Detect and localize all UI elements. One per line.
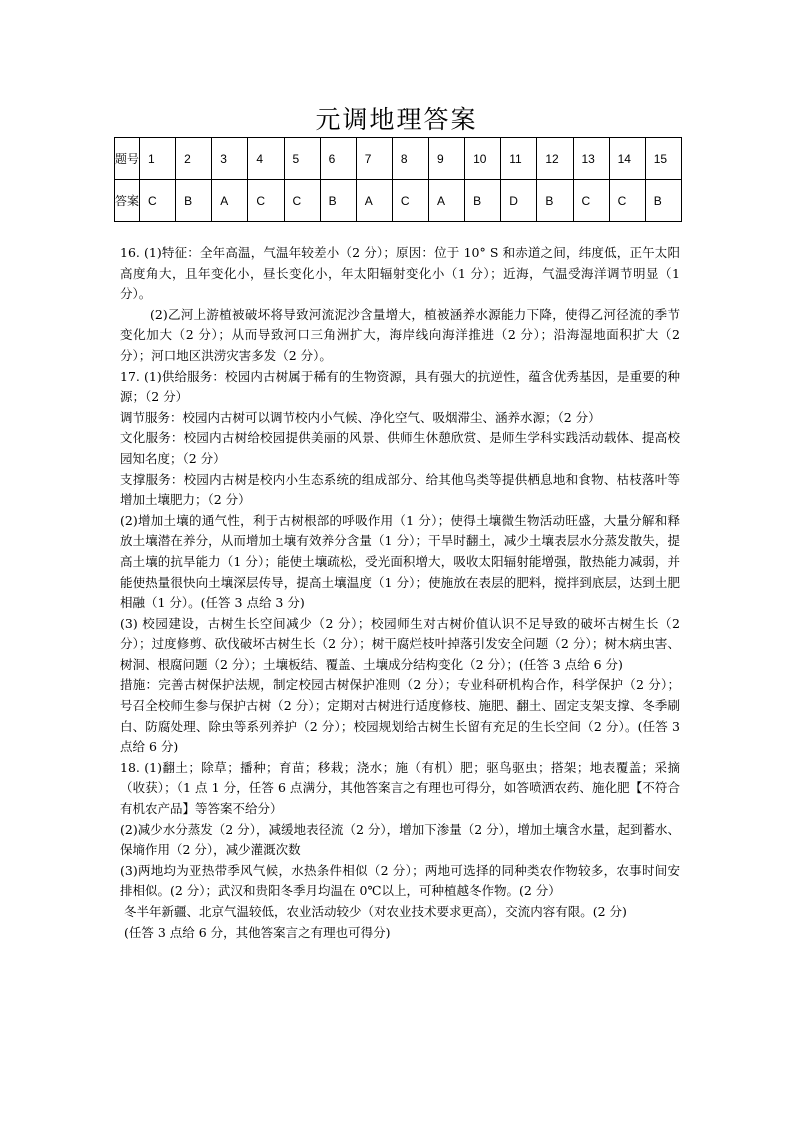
q18-scoring-note: (任答 3 点给 6 分，其他答案言之有理也可得分) (124, 924, 391, 940)
question-number-cell: 13 (573, 138, 609, 180)
q18-part2: (2)减少水分蒸发（2 分），减缓地表径流（2 分），增加下渗量（2 分），增加土壤含水量，起到蓄水、保墒作用（2 分），减少灌溉次数 (120, 821, 680, 858)
answer-table (114, 137, 682, 222)
q18-part3-contrast: 冬半年新疆、北京气温较低，农业活动较少（对农业技术要求更高），交流内容有限。(2 分) (124, 904, 627, 919)
question-number-cell: 12 (537, 138, 573, 180)
question-number-cell: 9 (429, 138, 465, 180)
question-number-cell: 11 (501, 138, 537, 180)
question-number-cell: 4 (248, 138, 284, 180)
q17-regulating-service: 调节服务：校园内古树可以调节校内小气候、净化空气、吸烟滞尘、涵养水源；（2 分） (120, 409, 601, 425)
q17-part3: (3) 校园建设，古树生长空间减少（2 分）；校园师生对古树价值认识不足导致的破坏古树生长（2 分）；过度修剪、砍伐破坏古树生长（2 分）；树干腐烂枝叶掉落引发安全问题（2 分）；树木病虫害、树洞、根腐问题（2 分）；土壤板结、覆盖、土壤成分结构变化（2 分）；(任答 3 点给 6 分) (120, 615, 680, 672)
q17-supporting-service: 支撑服务：校园内古树是校内小生态系统的组成部分、给其他鸟类等提供栖息地和食物、枯枝落叶等增加土壤肥力；（2 分） (120, 471, 680, 508)
answer-cell: A (356, 180, 392, 222)
answer-cell: C (284, 180, 320, 222)
question-number-cell: 14 (609, 138, 645, 180)
question-number-cell: 7 (356, 138, 392, 180)
q17-part2: (2)增加土壤的通气性，利于古树根部的呼吸作用（1 分）；使得土壤微生物活动旺盛，大量分解和释放土壤潜在养分，从而增加土壤有效养分含量（1 分）；干旱时翻土，减少土壤表层水分蒸发散失，提高土壤的抗旱能力（1 分）；能使土壤疏松，受光面积增大，吸收太阳辐射能增强，散热能力减弱，并能使热量很快向土壤深层传导，提高土壤温度（1 分）；使施放在表层的肥料，搅拌到底层，达到土肥相融（1 分）。(任答 3 点给 3 分) (120, 512, 680, 611)
q16-part1: 16. (1)特征：全年高温，气温年较差小（2 分）；原因：位于 10° S 和赤道之间，纬度低，正午太阳高度角大，且年变化小，昼长变化小，年太阳辐射变化小（1 分）；近海，气温受海洋调节明显（1 分）。 (120, 245, 680, 302)
answer-cell: A (429, 180, 465, 222)
q17-measures: 措施：完善古树保护法规，制定校园古树保护准则（2 分）；专业科研机构合作，科学保护（2 分）；号召全校师生参与保护古树（2 分）；定期对古树进行适度修枝、施肥、翻土、固定支架支撑、冬季刷白、防腐处理、除虫等系列养护（2 分）；校园规划给古树生长留有充足的生长空间（2 分）。(任答 3 点给 6 分) (120, 677, 680, 755)
answer-cell: C (248, 180, 284, 222)
q16-part2: (2)乙河上游植被破坏将导致河流泥沙含量增大，植被涵养水源能力下降，使得乙河径流的季节变化加大（2 分）；从而导致河口三角洲扩大，海岸线向海洋推进（2 分）；沿海湿地面积扩大（2 分）；河口地区洪涝灾害多发（2 分）。 (120, 306, 680, 363)
answer-cell: D (501, 180, 537, 222)
answer-cell: B (465, 180, 501, 222)
answer-cell: B (537, 180, 573, 222)
question-number-cell: 1 (140, 138, 176, 180)
question-number-cell: 15 (645, 138, 681, 180)
q17-cultural-service: 文化服务：校园内古树给校园提供美丽的风景、供师生休憩欣赏、是师生学科实践活动载体、提高校园知名度；（2 分） (120, 430, 680, 466)
q17-supply-service: 17. (1)供给服务：校园内古树属于稀有的生物资源，具有强大的抗逆性，蕴含优秀基因，是重要的种源；（2 分） (120, 368, 680, 405)
answer-cell: C (392, 180, 428, 222)
answer-explanations (120, 243, 680, 943)
answer-cell: C (140, 180, 176, 222)
answer-cell: A (212, 180, 248, 222)
answer-cell: B (176, 180, 212, 222)
question-number-cell: 8 (392, 138, 428, 180)
question-number-cell: 10 (465, 138, 501, 180)
q18-part1: 18. (1)翻土；除草；播种；育苗；移栽；浇水；施（有机）肥；驱鸟驱虫；搭架；地表覆盖；采摘（收获）；（1 点 1 分，任答 6 点满分，其他答案言之有理也可得分，如答喷洒农药、施化肥【不符合有机农产品】等答案不给分） (120, 759, 680, 817)
question-number-cell: 5 (284, 138, 320, 180)
question-number-cell: 3 (212, 138, 248, 180)
question-number-cell: 2 (176, 138, 212, 180)
row-header-answer: 答案 (115, 180, 140, 222)
answer-row (115, 180, 682, 222)
q18-part3: (3)两地均为亚热带季风气候，水热条件相似（2 分）；两地可选择的同种类农作物较多，农事时间安排相似。(2 分）；武汉和贵阳冬季月均温在 0℃以上，可种植越冬作物。(2 分） (120, 862, 680, 899)
answer-cell: C (573, 180, 609, 222)
page-title: 元调地理答案 (315, 105, 478, 134)
answer-cell: B (645, 180, 681, 222)
question-number-row (115, 138, 682, 180)
answer-cell: B (320, 180, 356, 222)
answer-cell: C (609, 180, 645, 222)
row-header-question-number: 题号 (115, 138, 140, 180)
question-number-cell: 6 (320, 138, 356, 180)
